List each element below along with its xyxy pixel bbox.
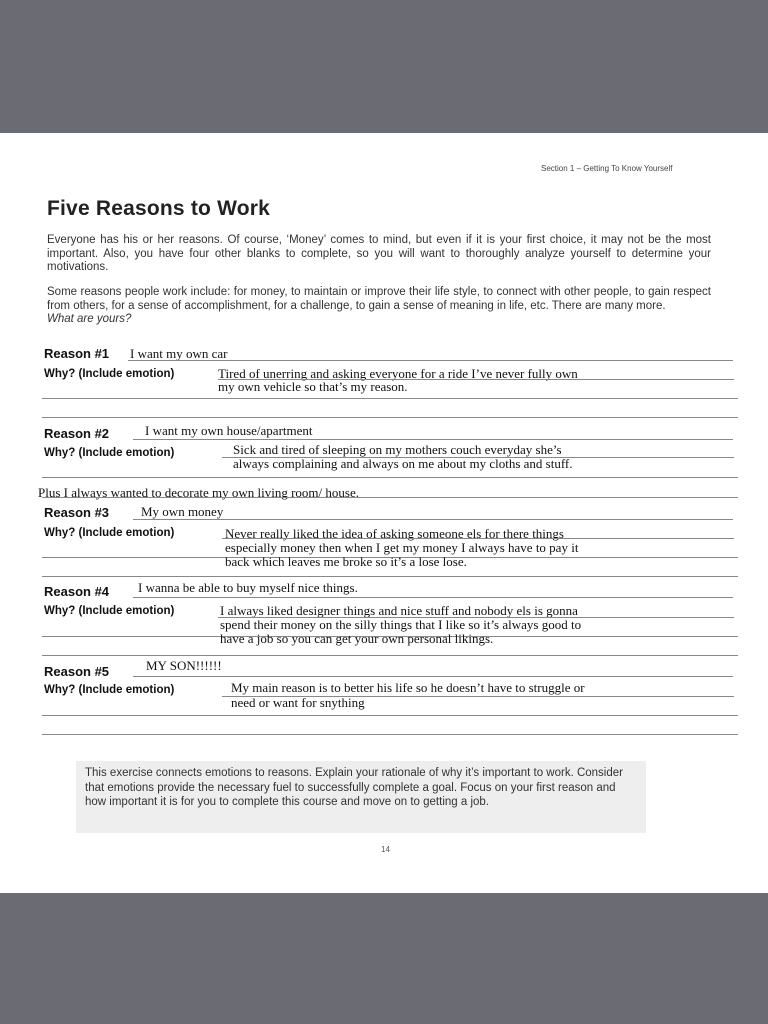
why-5-label: Why? (Include emotion): [44, 684, 175, 696]
reason-2-label: Reason #2: [44, 426, 110, 441]
intro-question: What are yours?: [47, 313, 132, 325]
reason-3-answer: My own money: [141, 504, 224, 519]
section-label: Section 1 – Getting To Know Yourself: [541, 164, 673, 173]
reason-1-label: Reason #1: [44, 346, 110, 361]
why-4-line-3: [42, 655, 738, 656]
reason-1-line: [128, 360, 733, 361]
reason-1-answer: I want my own car: [130, 346, 228, 361]
why-5-answer-line-1: My main reason is to better his life so he doesn’t have to struggle or: [231, 680, 585, 695]
why-2-answer-extra: Plus I always wanted to decorate my own living room/ house.: [38, 485, 359, 500]
why-2-answer-line-2: always complaining and always on me about my cloths and stuff.: [233, 456, 573, 471]
intro-paragraph-2: [47, 286, 711, 327]
reason-4-line: [133, 597, 733, 598]
why-5-line-3: [42, 734, 738, 735]
why-3-line-1: [222, 538, 734, 539]
why-4-label: Why? (Include emotion): [44, 605, 175, 617]
why-2-answer-line-1: Sick and tired of sleeping on my mothers couch everyday she’s: [233, 442, 562, 457]
why-5-answer-line-2: need or want for snything: [231, 695, 365, 710]
why-2-line-2: [42, 477, 738, 478]
reason-2-line: [133, 439, 733, 440]
why-4-answer-line-1: I always liked designer things and nice stuff and nobody els is gonna: [220, 603, 578, 618]
reason-2-answer: I want my own house/apartment: [145, 423, 313, 438]
reason-4-answer: I wanna be able to buy myself nice things.: [138, 580, 358, 595]
why-3-answer-line-3: back which leaves me broke so it’s a lose lose.: [225, 554, 467, 569]
why-1-line-2: [42, 398, 738, 399]
why-3-label: Why? (Include emotion): [44, 527, 175, 539]
callout-text: This exercise connects emotions to reasons. Explain your rationale of why it’s important to work. Consider that emotions provide the necessary fuel to successfully complete a goal. Focus on your first reason and how important it is for you to complete this course and move on to getting a job.: [85, 767, 623, 808]
top-background-band: [0, 0, 768, 133]
why-5-line-2: [42, 715, 738, 716]
page-title: Five Reasons to Work: [47, 197, 271, 220]
worksheet-page: [0, 133, 768, 893]
reason-5-label: Reason #5: [44, 664, 110, 679]
why-2-line-3: [42, 497, 738, 498]
intro-paragraph-1: Everyone has his or her reasons. Of course, ‘Money’ comes to mind, but even if it is your first choice, it may not be the most important. Also, you have four other blanks to complete, so you will want to thoroughly analyze yourself to determine your motivations.: [47, 234, 711, 273]
why-1-answer-line-2: my own vehicle so that’s my reason.: [218, 379, 408, 394]
reason-5-line: [133, 676, 733, 677]
why-1-line-3: [42, 417, 738, 418]
intro-paragraph-2-text: Some reasons people work include: for money, to maintain or improve their life style, to connect with other people, to gain respect from others, for a sense of accomplishment, for a challenge, to gain a sense of meaning in life, etc. There are many more.: [47, 286, 711, 312]
why-3-line-3: [42, 576, 738, 577]
instruction-callout: [76, 761, 646, 833]
why-4-answer-line-2: spend their money on the silly things that I like so it’s always good to: [220, 617, 582, 632]
reason-3-line: [133, 519, 733, 520]
why-1-answer-line-1: Tired of unerring and asking everyone for a ride I’ve never fully own: [218, 366, 578, 381]
bottom-background-band: [0, 893, 768, 1024]
why-1-label: Why? (Include emotion): [44, 368, 175, 380]
reason-4-label: Reason #4: [44, 584, 110, 599]
why-3-answer-line-2: especially money then when I get my money I always have to pay it: [225, 540, 579, 555]
why-3-answer-line-1: Never really liked the idea of asking someone els for there things: [225, 526, 564, 541]
why-2-label: Why? (Include emotion): [44, 447, 175, 459]
reason-3-label: Reason #3: [44, 505, 110, 520]
reason-5-answer: MY SON!!!!!!: [146, 658, 222, 673]
page-number: 14: [381, 845, 390, 854]
why-4-answer-line-3: have a job so you can get your own personal likings.: [220, 631, 494, 646]
